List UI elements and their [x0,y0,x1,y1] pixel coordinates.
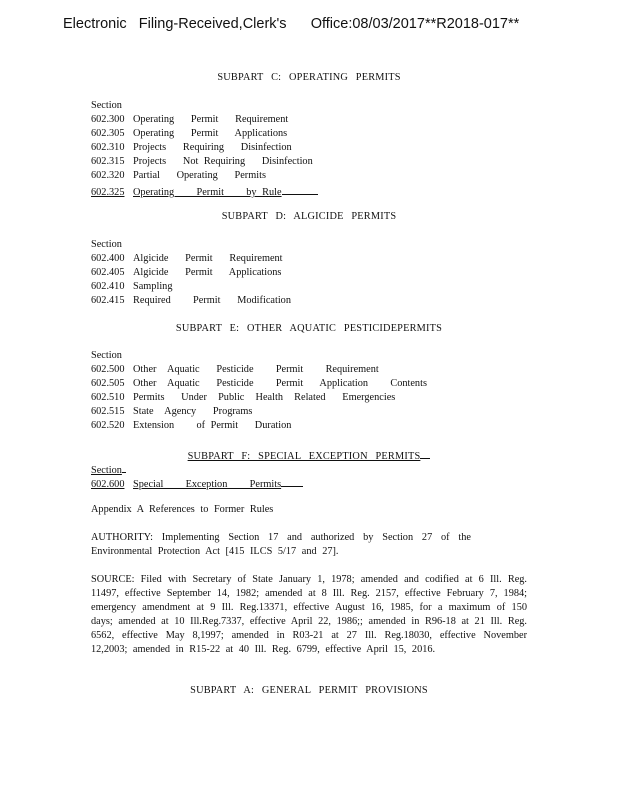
list-item: 602.515 State Agency Programs [91,406,253,417]
list-item: 602.505 Other Aquatic Pesticide Permit Application Contents [91,378,427,389]
list-item: 602.520 Extension of Permit Duration [91,420,292,431]
list-item: 602.320 Partial Operating Permits [91,170,266,181]
list-item: 602.325 Operating Permit by Rule [91,183,511,197]
list-item: 602.500 Other Aquatic Pesticide Permit Requirement [91,364,379,375]
section-label: Section [91,239,122,250]
list-item: 602.315 Projects Not Requiring Disinfection [91,156,313,167]
subpart-e-title: SUBPART E: OTHER AQUATIC PESTICIDEPERMITS [175,323,443,334]
list-item: 602.305 Operating Permit Applications [91,128,288,139]
section-label: Section [91,100,122,111]
authority-paragraph: AUTHORITY: Implementing Section 17 and authorized by Section 27 of the Environmental Protection Act [415 ILCS 5/17 and 27]. [91,532,471,557]
section-label: Section [91,461,511,475]
subpart-e-section-list [91,349,511,433]
list-item: 602.510 Permits Under Public Health Related Emergencies [91,392,396,403]
subpart-c-title: SUBPART C: OPERATING PERMITS [217,72,401,83]
subpart-f-section-list [91,461,511,489]
list-item: 602.600 Special Exception Permits [91,475,511,489]
list-item: 602.410 Sampling [91,281,173,292]
list-item: 602.405 Algicide Permit Applications [91,267,282,278]
list-item: 602.400 Algicide Permit Requirement [91,253,283,264]
list-item: 602.415 Required Permit Modification [91,295,291,306]
section-label: Section [91,350,122,361]
subpart-c-section-list [91,99,511,197]
appendix-line: Appendix A References to Former Rules [91,504,274,515]
subpart-f-title: SUBPART F: SPECIAL EXCEPTION PERMITS [0,447,618,464]
subpart-d-section-list [91,238,511,308]
filing-stamp-header: Electronic Filing-Received,Clerk's Office:08/03/2017**R2018-017** [63,16,520,32]
list-item: 602.310 Projects Requiring Disinfection [91,142,292,153]
subpart-a-title: SUBPART A: GENERAL PERMIT PROVISIONS [190,685,428,696]
list-item: 602.300 Operating Permit Requirement [91,114,289,125]
source-paragraph: SOURCE: Filed with Secretary of State January 1, 1978; amended and codified at 6 Ill. Reg. 11497, effective September 14, 1982; amended at 8 Ill. Reg. 2157, effective February 7, 1984; emergency amendment at 9 Ill. Reg.13371, effective August 16, 1985, for a maximum of 150 days; amended at 10 Ill.Reg.7337, effective April 22, 1986;; amended in R96-18 at 21 Ill. Reg. 6562, effective May 8,1997; amended in R03-21 at 27 Ill. Reg.18030, effective November 12,2003; amended in R15-22 at 40 Ill. Reg. 6799, effective April 15, 2016. [91,574,527,655]
subpart-d-title: SUBPART D: ALGICIDE PERMITS [221,211,397,222]
